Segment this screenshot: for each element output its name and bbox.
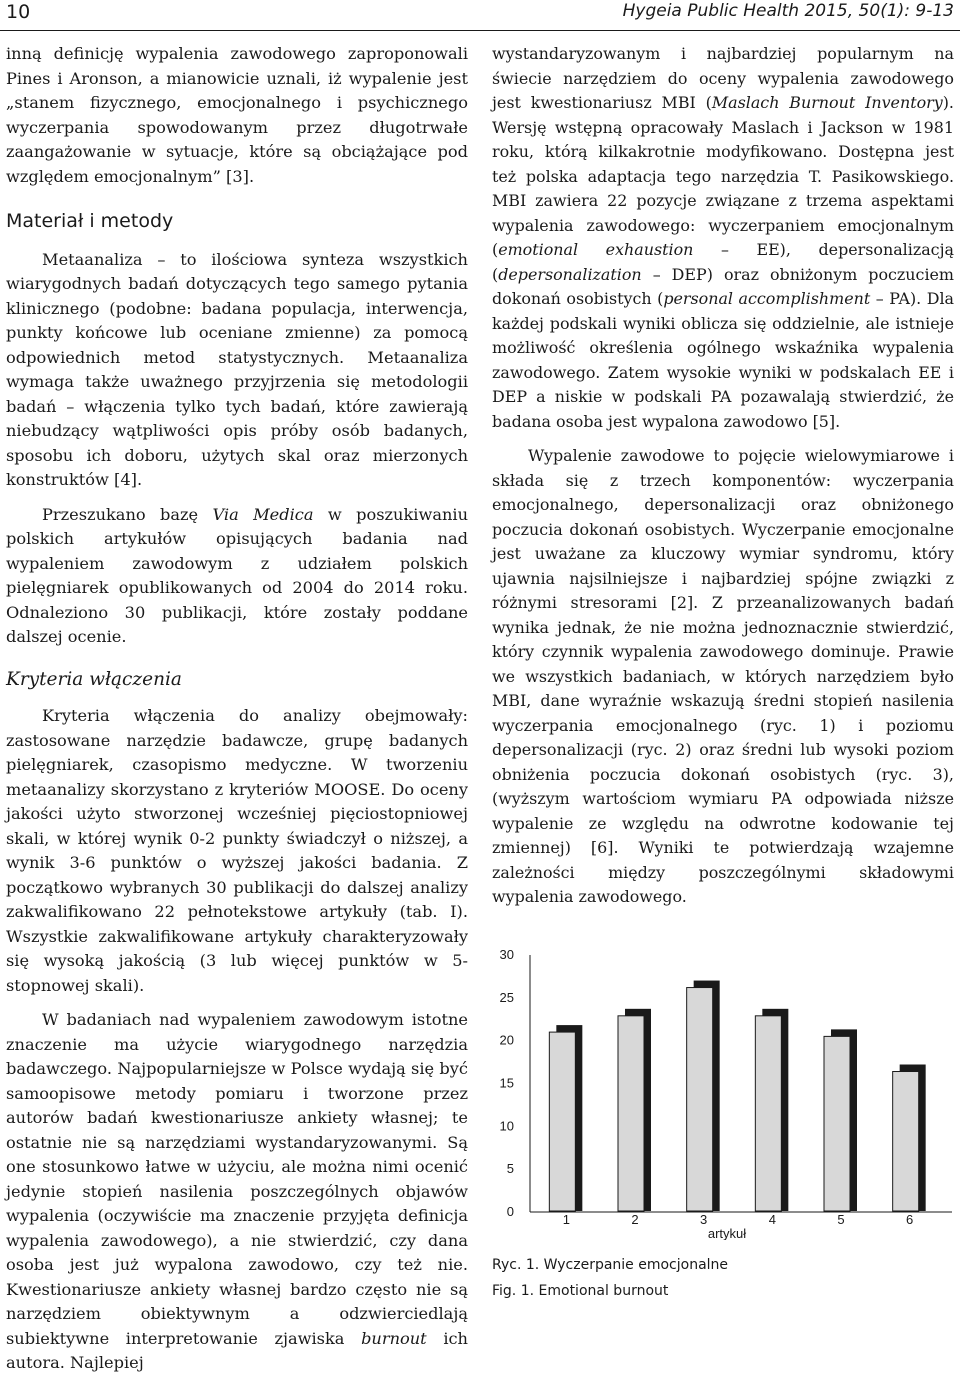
text-run: ). Wersję wstępną opracowały Maslach i Jackson w 1981 roku, którą kilkakrotnie modyfikowano. Dostępna jest też polska adaptacja tego narzędzia T. Pasikowskiego. MBI zawiera 22 pozycje związane z trzema aspektami wypalenia zawodowego: wyczerpaniem emocjonalnym ( bbox=[492, 93, 954, 259]
page-header bbox=[0, 0, 960, 31]
text-run: Przeszukano bazę bbox=[42, 504, 213, 524]
chart-y-tick-labels bbox=[500, 947, 514, 1219]
right-column bbox=[492, 42, 954, 920]
italic-run: Maslach Burnout Inventory bbox=[711, 93, 943, 112]
y-tick-label: 20 bbox=[499, 1032, 514, 1048]
chart-x-axis-label: artykuł bbox=[707, 1226, 747, 1240]
paragraph-search bbox=[6, 503, 468, 650]
left-column bbox=[6, 42, 468, 1386]
x-tick-label: 4 bbox=[768, 1212, 776, 1227]
x-tick-label: 5 bbox=[837, 1212, 845, 1227]
bar bbox=[687, 988, 713, 1211]
paragraph-intro: inną definicję wypalenia zawodowego zaproponowali Pines i Aronson, a mianowicie uznali, iż wypalenie jest „stanem fizycznego, emocjonalnego i psychicznego wyczerpania spowodowanym przez długotrwałe zaangażowanie w sytuacje, które są obciążające pod względem emocjonalnym” [3]. bbox=[6, 44, 468, 186]
paragraph-tools bbox=[6, 1008, 468, 1376]
subsection-heading-criteria: Kryteria włączenia bbox=[6, 668, 182, 690]
y-tick-label: 30 bbox=[499, 947, 514, 962]
italic-run: Via Medica bbox=[212, 504, 314, 524]
chart-bars bbox=[549, 981, 925, 1211]
x-tick-label: 6 bbox=[906, 1212, 914, 1227]
bar-chart bbox=[490, 940, 954, 1240]
italic-run: emotional exhaustion bbox=[498, 240, 694, 259]
y-tick-label: 5 bbox=[506, 1161, 514, 1177]
paragraph-burnout-components: Wypalenie zawodowe to pojęcie wielowymiarowe i składa się z trzech komponentów: wyczerpania emocjonalnego, depersonalizacji oraz obniżonego poczucia dokonań osobistych. Wyczerpanie emocjonalne jest uważane za kluczowy wymiar syndromu, który ujawnia najsilniejsze i najbardziej spójne związki z różnymi stresorami [2]. Z przeanalizowanych badań wynika jednak, że nie można jednoznacznie stwierdzić, który czynnik wypalenia zawodowego dominuje. Prawie we wszystkich badaniach, w których narzędziem było MBI, dane wyraźnie wskazują średni stopień nasilenia wyczerpania emocjonalnego (ryc. 1) i poziomu depersonalizacji (ryc. 2) oraz średni lub wysoki poziom obniżenia poczucia dokonań osobistych (ryc. 3), (wyższym wartościom wymiaru PA odpowiada niższe wypalenie ze względu na odwrotne kodowanie tej zmiennej) [6]. Wyniki te potwierdzają wzajemne zależności między poszczególnymi składowymi wypalenia zawodowego. bbox=[492, 446, 954, 906]
italic-run: burnout bbox=[361, 1328, 427, 1348]
section-heading-methods: Materiał i metody bbox=[6, 210, 174, 232]
text-run: w poszukiwaniu polskich artykułów opisujących badania nad wypaleniem zawodowym z udziałem polskich pielęgniarek opublikowanych od 2004 do 2014 roku. Odnaleziono 30 publikacji, które zostały poddane dalszej ocenie. bbox=[6, 504, 468, 646]
bar bbox=[755, 1016, 781, 1211]
x-tick-label: 2 bbox=[631, 1212, 639, 1227]
bar bbox=[549, 1032, 575, 1211]
chart-axes bbox=[530, 955, 952, 1212]
y-tick-label: 10 bbox=[499, 1118, 514, 1134]
paragraph-mbi bbox=[492, 42, 954, 434]
x-tick-label: 1 bbox=[562, 1212, 570, 1227]
y-tick-label: 25 bbox=[499, 989, 514, 1005]
y-tick-label: 15 bbox=[499, 1075, 514, 1091]
bar bbox=[824, 1036, 850, 1211]
text-run: W badaniach nad wypaleniem zawodowym istotne znaczenie ma użycie wiarygodnego narzędzia badawczego. Najpopularniejsze w Polsce wydają się być samoopisowe metody pomiaru i tworzone przez autorów badań kwestionariusze ankiety własnej; te ostatnie nie są narzędziami wystandaryzowanymi. Są one stosunkowo łatwe w użyciu, ale można nimi ocenić jedynie stopień nasilenia poszczególnych objawów wypalenia (oczywiście ma znaczenie przyjęta definicja wypalenia zawodowego), a nie stwierdzić, czy dana osoba jest już wypalona zawodowo, czy też nie. Kwestionariusze ankiety własnej bardzo często nie są narzędziem obiektywnym a odzwierciedlają subiektywne interpretowanie zjawiska bbox=[6, 1010, 468, 1348]
figure-caption-polish: Ryc. 1. Wyczerpanie emocjonalne bbox=[492, 1257, 729, 1273]
bar bbox=[893, 1072, 919, 1211]
paragraph-metaanalysis: Metaanaliza – to ilościowa synteza wszystkich wiarygodnych badań dotyczących tego samego pytania klinicznego (podobne: badana populacja, interwencja, punkty końcowe lub oceniane zmienne) za pomocą odpowiednich metod statystycznych. Metaanaliza wymaga także uważnego przyjrzenia się metodologii badań – włączenia tylko tych badań, które zawierają niebudzący wątpliwości opis próby osób badanych, sposobu ich doboru, użytych skal oraz mierzonych konstruktów [4]. bbox=[6, 249, 468, 489]
page-number: 10 bbox=[6, 1, 31, 23]
figure-caption-english: Fig. 1. Emotional burnout bbox=[492, 1283, 669, 1299]
text-run: – DEP) oraz obniżonym poczuciem dokonań osobistych ( bbox=[492, 264, 954, 308]
text-run: – EE), depersonalizacją ( bbox=[492, 240, 954, 284]
italic-run: depersonalization bbox=[498, 264, 642, 284]
text-run: – PA). Dla każdej podskali wyniki oblicza się oddzielnie, ale istnieje możliwość określenia ogólnego wskaźnika wypalenia zawodowego. Zatem wysokie wyniki w podskalach EE i DEP a niskie w podskali PA pozawalają stwierdzić, że badana osoba jest wypalona zawodowo [5]. bbox=[492, 289, 955, 431]
italic-run: personal accomplishment bbox=[663, 289, 871, 308]
bar bbox=[618, 1016, 644, 1211]
text-run: wystandaryzowanym i najbardziej popularnym na świecie narzędziem do oceny wypalenia zawodowego jest kwestionariusz MBI ( bbox=[492, 44, 954, 112]
x-tick-label: 3 bbox=[700, 1212, 708, 1227]
journal-citation: Hygeia Public Health 2015, 50(1): 9-13 bbox=[622, 1, 954, 21]
chart-x-tick-labels bbox=[563, 1212, 914, 1227]
paragraph-criteria: Kryteria włączenia do analizy obejmowały: zastosowane narzędzie badawcze, grupę badanych pielęgniarek, czasopismo medyczne. W tworzeniu metaanalizy skorzystano z kryteriów MOOSE. Do oceny jakości użyto stworzonej wcześniej pięciostopniowej skali, w której wynik 0-2 punkty świadczył o niższej, a wynik 3-6 punktów o wyższej jakości badania. Z początkowo wybranych 30 publikacji do dalszej analizy zakwalifikowano 22 pełnotekstowe artykuły (tab. I). Wszystkie zakwalifikowane artykuły charakteryzowały się wysoką jakością (3 lub więcej punktów w 5-stopnowej skali). bbox=[6, 706, 468, 995]
text-run: ich autora. Najlepiej bbox=[6, 1328, 468, 1372]
y-tick-label: 0 bbox=[506, 1204, 514, 1219]
